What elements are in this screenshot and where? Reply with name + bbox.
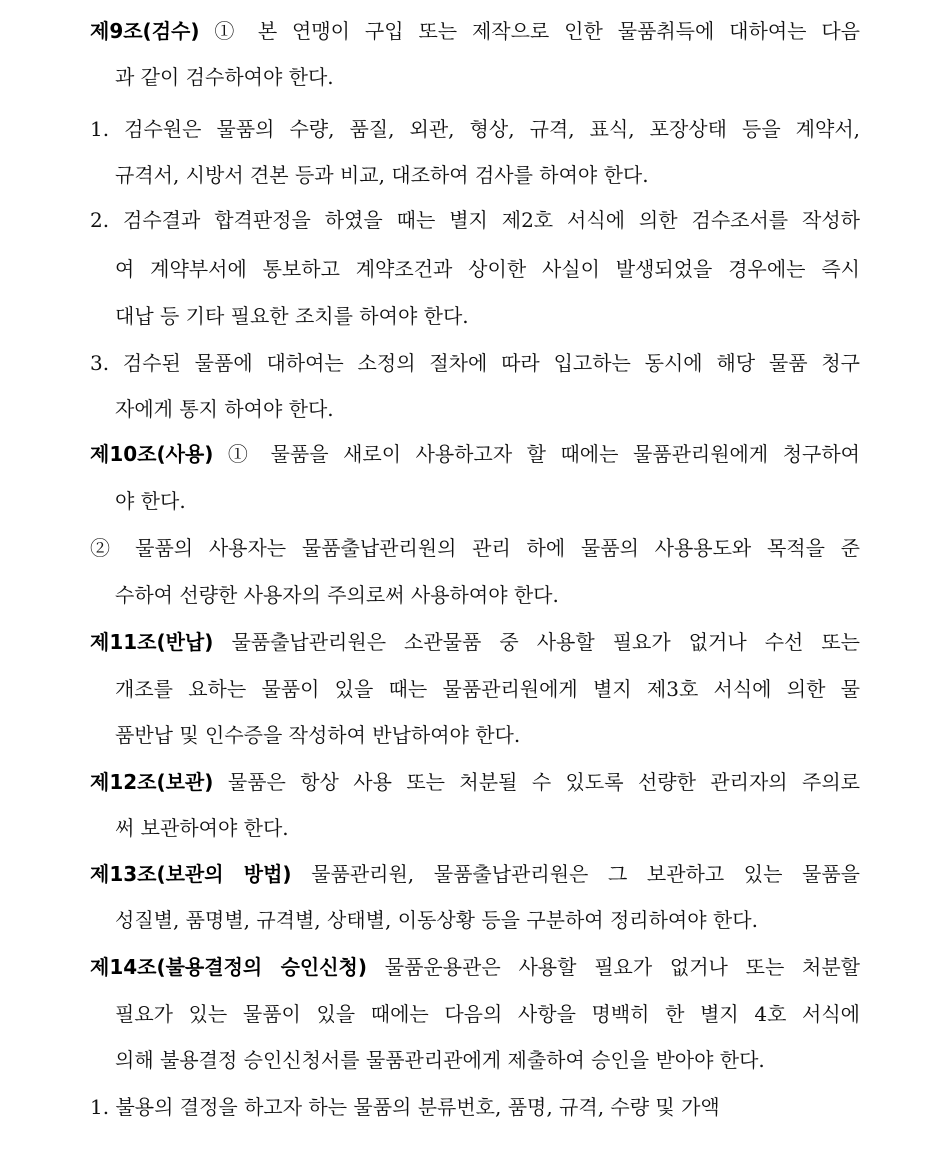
article-14-item-1: 1. 불용의 결정을 하고자 하는 물품의 분류번호, 품명, 규격, 수량 및 가액 [90,1095,720,1119]
article-14-text: 물품운용관은 사용할 필요가 없거나 또는 처분할 [384,955,860,979]
article-10-text: ① 물품을 새로이 사용하고자 할 때에는 물품관리원에게 청구하여 [227,442,860,466]
article-14-line-1 [90,952,860,982]
article-14-heading: 제14조(불용결정의 승인신청) [90,955,368,979]
article-13-line-2: 성질별, 품명별, 규격별, 상태별, 이동상황 등을 구분하여 정리하여야 한다. [115,908,758,932]
article-11-line-3: 품반납 및 인수증을 작성하여 반납하여야 한다. [115,723,521,747]
article-9-line-1 [90,16,860,46]
article-13-heading: 제13조(보관의 방법) [90,862,292,886]
article-14-line-3: 의해 불용결정 승인신청서를 물품관리관에게 제출하여 승인을 받아야 한다. [115,1048,765,1072]
article-12-text: 물품은 항상 사용 또는 처분될 수 있도록 선량한 관리자의 주의로 [227,770,860,794]
article-11-text: 물품출납관리원은 소관물품 중 사용할 필요가 없거나 수선 또는 [231,630,861,654]
article-9-item-1: 1. 검수원은 물품의 수량, 품질, 외관, 형상, 규격, 표식, 포장상태 등을 계약서, [90,117,860,141]
article-9-item-3-cont: 자에게 통지 하여야 한다. [115,397,334,421]
article-12-line-1 [90,767,860,797]
article-11-heading: 제11조(반납) [90,630,214,654]
article-12-heading: 제12조(보관) [90,770,214,794]
article-10-para-2: ② 물품의 사용자는 물품출납관리원의 관리 하에 물품의 사용용도와 목적을 준 [90,536,860,560]
article-14-line-2: 필요가 있는 물품이 있을 때에는 다음의 사항을 명백히 한 별지 4호 서식에 [115,1002,860,1026]
article-11-line-1 [90,627,860,657]
article-9-heading: 제9조(검수) [90,19,200,43]
article-10-heading: 제10조(사용) [90,442,214,466]
article-10-line-1 [90,439,860,469]
article-9-line-2: 과 같이 검수하여야 한다. [115,65,334,89]
article-9-text: ① 본 연맹이 구입 또는 제작으로 인한 물품취득에 대하여는 다음 [214,19,861,43]
article-11-line-2: 개조를 요하는 물품이 있을 때는 물품관리원에게 별지 제3호 서식에 의한 물 [115,677,860,701]
article-9-item-2: 2. 검수결과 합격판정을 하였을 때는 별지 제2호 서식에 의한 검수조서를 작성하 [90,208,860,232]
article-13-line-1 [90,859,860,889]
article-9-item-1-cont: 규격서, 시방서 견본 등과 비교, 대조하여 검사를 하여야 한다. [115,163,649,187]
article-12-line-2: 써 보관하여야 한다. [115,816,289,840]
article-9-item-2-cont-1: 여 계약부서에 통보하고 계약조건과 상이한 사실이 발생되었을 경우에는 즉시 [115,257,860,281]
article-13-text: 물품관리원, 물품출납관리원은 그 보관하고 있는 물품을 [311,862,860,886]
article-9-item-2-cont-2: 대납 등 기타 필요한 조치를 하여야 한다. [115,304,469,328]
article-9-item-3: 3. 검수된 물품에 대하여는 소정의 절차에 따라 입고하는 동시에 해당 물품 청구 [90,351,860,375]
article-10-line-2: 야 한다. [115,489,186,513]
article-10-para-2-cont: 수하여 선량한 사용자의 주의로써 사용하여야 한다. [115,583,559,607]
